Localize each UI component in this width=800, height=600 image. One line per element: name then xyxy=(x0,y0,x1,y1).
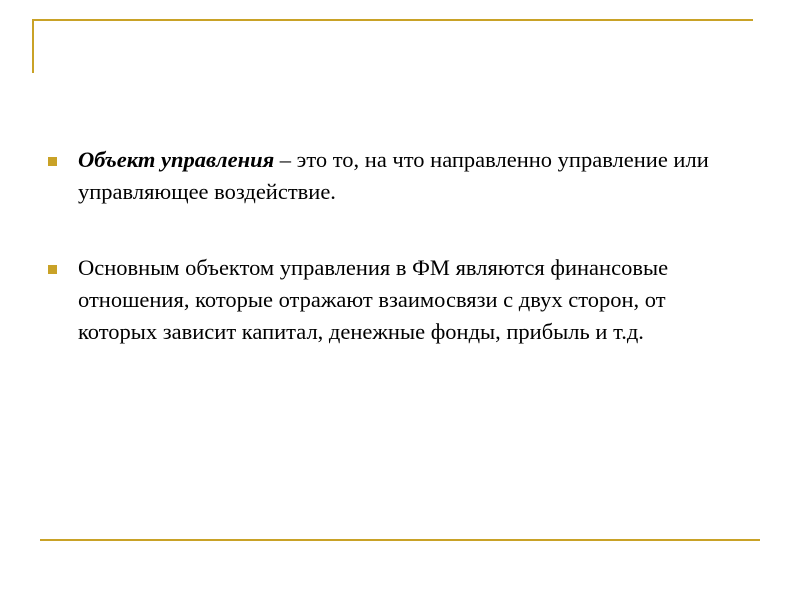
square-bullet-icon xyxy=(48,157,57,166)
slide-content xyxy=(48,144,748,348)
definition-text: – это то, на что направленно управление или управляющее воздействие. xyxy=(78,147,709,204)
definition-term: Объект управления xyxy=(78,147,275,172)
frame-left-line xyxy=(32,19,34,73)
main-object-text: Основным объектом управления в ФМ являются финансовые отношения, которые отражают взаимосвязи с двух сторон, от которых зависит капитал, денежные фонды, прибыль и т.д. xyxy=(78,255,669,344)
bullet-item-definition xyxy=(48,144,748,208)
bullet-item-main-object xyxy=(48,252,748,348)
square-bullet-icon xyxy=(48,265,57,274)
frame-bottom-line xyxy=(40,539,760,541)
frame-top-line xyxy=(32,19,753,21)
